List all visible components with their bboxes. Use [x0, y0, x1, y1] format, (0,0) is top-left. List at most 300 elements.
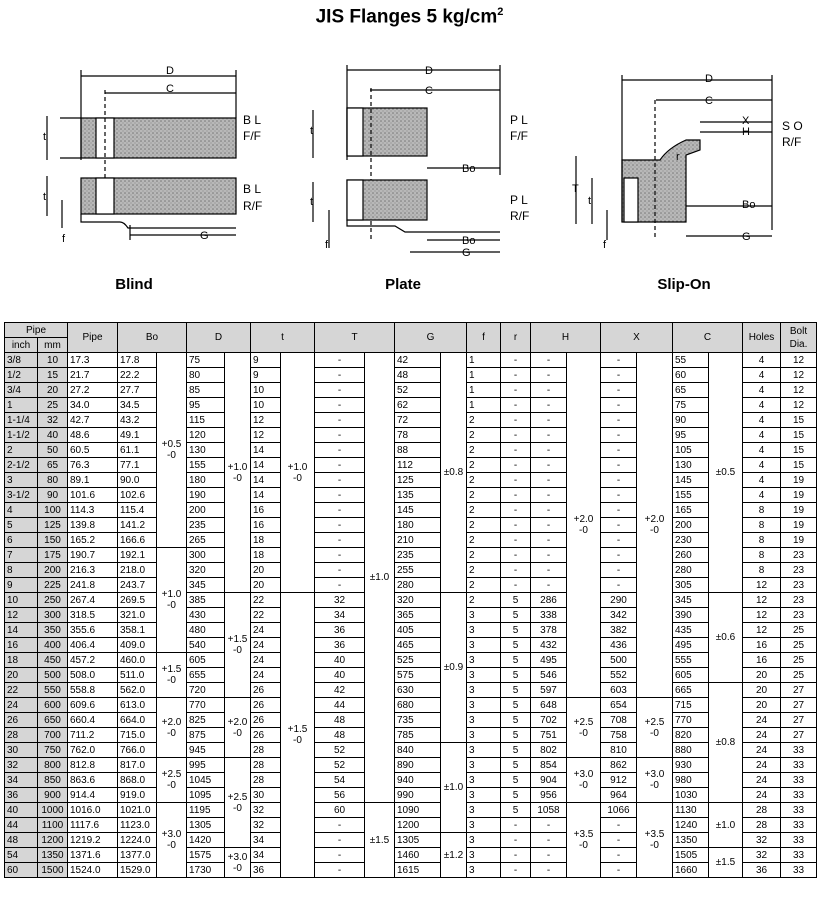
- cell-h: 338: [531, 608, 567, 623]
- cell-tt: 52: [315, 743, 365, 758]
- cell-bolt-dia: 33: [781, 758, 817, 773]
- cell-holes: 12: [743, 623, 781, 638]
- table-row: [5, 473, 817, 488]
- blind-ff-drawing: [47, 70, 236, 180]
- cell-bolt-dia: 12: [781, 398, 817, 413]
- table-row: [5, 713, 817, 728]
- cell-mm: 750: [38, 743, 68, 758]
- cell-tt: -: [315, 563, 365, 578]
- cell-pipe-od: 1117.6: [68, 818, 118, 833]
- cell-x: 552: [601, 668, 637, 683]
- table-row: [5, 608, 817, 623]
- cell-r: -: [501, 518, 531, 533]
- tolerance-c: ±1.0: [709, 803, 743, 848]
- cell-mm: 15: [38, 368, 68, 383]
- header-mm: mm: [38, 338, 68, 353]
- cell-pipe-od: 355.6: [68, 623, 118, 638]
- cell-bo: 1123.0: [118, 818, 157, 833]
- blind-g-label: G: [200, 230, 209, 242]
- cell-f: 3: [467, 713, 501, 728]
- cell-r: 5: [501, 683, 531, 698]
- cell-h: -: [531, 368, 567, 383]
- cell-tt: 34: [315, 608, 365, 623]
- cell-t: 22: [251, 593, 281, 608]
- cell-h: -: [531, 503, 567, 518]
- cell-h: 956: [531, 788, 567, 803]
- cell-holes: 8: [743, 563, 781, 578]
- cell-f: 1: [467, 368, 501, 383]
- cell-h: -: [531, 443, 567, 458]
- header-row-1: [5, 323, 817, 338]
- cell-pipe-od: 558.8: [68, 683, 118, 698]
- cell-x: -: [601, 428, 637, 443]
- cell-g: 135: [395, 488, 441, 503]
- cell-tt: 44: [315, 698, 365, 713]
- cell-pipe-od: 139.8: [68, 518, 118, 533]
- cell-pipe-od: 318.5: [68, 608, 118, 623]
- cell-h: 802: [531, 743, 567, 758]
- cell-f: 3: [467, 638, 501, 653]
- tolerance-bo: +3.0 -0: [157, 803, 187, 878]
- cell-mm: 175: [38, 548, 68, 563]
- cell-mm: 25: [38, 398, 68, 413]
- cell-pipe-od: 812.8: [68, 758, 118, 773]
- cell-bolt-dia: 23: [781, 563, 817, 578]
- cell-mm: 32: [38, 413, 68, 428]
- cell-r: 5: [501, 758, 531, 773]
- tolerance-x: +2.5 -0: [637, 698, 673, 758]
- cell-x: 654: [601, 698, 637, 713]
- cell-r: -: [501, 503, 531, 518]
- cell-d: 265: [187, 533, 225, 548]
- flange-drawings: [0, 0, 819, 300]
- cell-r: -: [501, 398, 531, 413]
- plate-rf-label: R/F: [510, 209, 530, 223]
- cell-f: 3: [467, 623, 501, 638]
- cell-mm: 400: [38, 638, 68, 653]
- cell-d: 1095: [187, 788, 225, 803]
- cell-t: 28: [251, 758, 281, 773]
- cell-x: 342: [601, 608, 637, 623]
- cell-tt: 54: [315, 773, 365, 788]
- cell-inch: 12: [5, 608, 38, 623]
- cell-bolt-dia: 19: [781, 488, 817, 503]
- cell-bo: 115.4: [118, 503, 157, 518]
- cell-d: 1730: [187, 863, 225, 878]
- tolerance-x: +3.0 -0: [637, 758, 673, 803]
- tolerance-d: +2.5 -0: [225, 758, 251, 848]
- cell-bo: 919.0: [118, 788, 157, 803]
- cell-h: 751: [531, 728, 567, 743]
- cell-x: -: [601, 518, 637, 533]
- cell-f: 1: [467, 353, 501, 368]
- header-bolt-line1: Bolt: [789, 325, 808, 337]
- cell-h: -: [531, 818, 567, 833]
- cell-bo: 511.0: [118, 668, 157, 683]
- cell-mm: 225: [38, 578, 68, 593]
- cell-t: 32: [251, 818, 281, 833]
- cell-bo: 61.1: [118, 443, 157, 458]
- cell-bolt-dia: 19: [781, 533, 817, 548]
- cell-g: 255: [395, 563, 441, 578]
- cell-d: 995: [187, 758, 225, 773]
- cell-d: 825: [187, 713, 225, 728]
- cell-x: -: [601, 848, 637, 863]
- slipon-g-label: G: [742, 231, 751, 243]
- cell-holes: 36: [743, 863, 781, 878]
- cell-r: -: [501, 473, 531, 488]
- cell-x: 708: [601, 713, 637, 728]
- cell-f: 3: [467, 818, 501, 833]
- cell-r: -: [501, 848, 531, 863]
- cell-mm: 900: [38, 788, 68, 803]
- table-row: [5, 413, 817, 428]
- tolerance-bo: +1.5 -0: [157, 653, 187, 698]
- tolerance-g: ±0.8: [441, 353, 467, 593]
- cell-r: -: [501, 488, 531, 503]
- cell-bolt-dia: 12: [781, 368, 817, 383]
- cell-x: -: [601, 488, 637, 503]
- cell-bolt-dia: 33: [781, 803, 817, 818]
- caption-slipon: Slip-On: [657, 276, 711, 293]
- cell-inch: 3/4: [5, 383, 38, 398]
- cell-t: 32: [251, 803, 281, 818]
- tolerance-c: ±0.8: [709, 683, 743, 803]
- cell-t: 26: [251, 698, 281, 713]
- cell-bo: 766.0: [118, 743, 157, 758]
- cell-t: 36: [251, 863, 281, 878]
- cell-d: 655: [187, 668, 225, 683]
- cell-holes: 4: [743, 428, 781, 443]
- cell-pipe-od: 76.3: [68, 458, 118, 473]
- cell-r: -: [501, 548, 531, 563]
- header-r: r: [501, 323, 531, 353]
- cell-pipe-od: 27.2: [68, 383, 118, 398]
- cell-x: -: [601, 533, 637, 548]
- cell-h: 378: [531, 623, 567, 638]
- cell-x: -: [601, 383, 637, 398]
- plate-pl-label: P L: [510, 113, 528, 127]
- tolerance-c: ±0.6: [709, 593, 743, 683]
- cell-mm: 650: [38, 713, 68, 728]
- tolerance-d: +3.0 -0: [225, 848, 251, 878]
- cell-g: 1090: [395, 803, 441, 818]
- table-row: [5, 728, 817, 743]
- cell-t: 12: [251, 428, 281, 443]
- cell-r: -: [501, 578, 531, 593]
- cell-g: 630: [395, 683, 441, 698]
- cell-bolt-dia: 27: [781, 698, 817, 713]
- cell-r: -: [501, 368, 531, 383]
- cell-r: -: [501, 818, 531, 833]
- cell-d: 1420: [187, 833, 225, 848]
- cell-bolt-dia: 15: [781, 458, 817, 473]
- cell-bolt-dia: 27: [781, 713, 817, 728]
- cell-mm: 500: [38, 668, 68, 683]
- cell-tt: -: [315, 518, 365, 533]
- cell-bolt-dia: 25: [781, 638, 817, 653]
- cell-tt: -: [315, 488, 365, 503]
- cell-inch: 18: [5, 653, 38, 668]
- cell-bo: 34.5: [118, 398, 157, 413]
- cell-inch: 20: [5, 668, 38, 683]
- cell-d: 1575: [187, 848, 225, 863]
- cell-x: -: [601, 398, 637, 413]
- tolerance-g: ±1.0: [441, 743, 467, 833]
- cell-r: 5: [501, 608, 531, 623]
- table-row: [5, 503, 817, 518]
- cell-inch: 30: [5, 743, 38, 758]
- cell-inch: 48: [5, 833, 38, 848]
- cell-bo: 664.0: [118, 713, 157, 728]
- cell-f: 2: [467, 518, 501, 533]
- cell-g: 88: [395, 443, 441, 458]
- cell-c: 1130: [673, 803, 709, 818]
- cell-g: 990: [395, 788, 441, 803]
- cell-h: 702: [531, 713, 567, 728]
- cell-bo: 1021.0: [118, 803, 157, 818]
- cell-x: 603: [601, 683, 637, 698]
- header-f: f: [467, 323, 501, 353]
- cell-pipe-od: 508.0: [68, 668, 118, 683]
- cell-c: 90: [673, 413, 709, 428]
- cell-bo: 243.7: [118, 578, 157, 593]
- cell-d: 155: [187, 458, 225, 473]
- cell-x: -: [601, 863, 637, 878]
- cell-bolt-dia: 27: [781, 683, 817, 698]
- cell-mm: 20: [38, 383, 68, 398]
- cell-mm: 550: [38, 683, 68, 698]
- cell-c: 1660: [673, 863, 709, 878]
- cell-h: -: [531, 383, 567, 398]
- blind-bl2-label: B L: [243, 182, 262, 196]
- cell-r: 5: [501, 803, 531, 818]
- cell-t: 26: [251, 683, 281, 698]
- cell-f: 2: [467, 503, 501, 518]
- cell-c: 1030: [673, 788, 709, 803]
- cell-pipe-od: 406.4: [68, 638, 118, 653]
- cell-bolt-dia: 15: [781, 443, 817, 458]
- cell-bo: 409.0: [118, 638, 157, 653]
- cell-t: 10: [251, 383, 281, 398]
- cell-x: 964: [601, 788, 637, 803]
- cell-pipe-od: 863.6: [68, 773, 118, 788]
- cell-mm: 80: [38, 473, 68, 488]
- tolerance-x: +2.0 -0: [637, 353, 673, 698]
- cell-h: 432: [531, 638, 567, 653]
- cell-h: 1058: [531, 803, 567, 818]
- plate-ff-label: F/F: [510, 129, 528, 143]
- cell-bolt-dia: 23: [781, 608, 817, 623]
- cell-bo: 49.1: [118, 428, 157, 443]
- cell-f: 3: [467, 773, 501, 788]
- cell-mm: 700: [38, 728, 68, 743]
- cell-mm: 1100: [38, 818, 68, 833]
- cell-f: 3: [467, 803, 501, 818]
- cell-x: -: [601, 413, 637, 428]
- cell-g: 1200: [395, 818, 441, 833]
- cell-g: 52: [395, 383, 441, 398]
- cell-c: 1505: [673, 848, 709, 863]
- cell-pipe-od: 42.7: [68, 413, 118, 428]
- cell-h: 546: [531, 668, 567, 683]
- cell-tt: 36: [315, 638, 365, 653]
- cell-g: 280: [395, 578, 441, 593]
- cell-inch: 1/2: [5, 368, 38, 383]
- cell-inch: 34: [5, 773, 38, 788]
- cell-t: 20: [251, 578, 281, 593]
- cell-f: 2: [467, 563, 501, 578]
- cell-bo: 1377.0: [118, 848, 157, 863]
- cell-t: 26: [251, 713, 281, 728]
- cell-h: 597: [531, 683, 567, 698]
- cell-mm: 450: [38, 653, 68, 668]
- cell-h: -: [531, 563, 567, 578]
- cell-mm: 65: [38, 458, 68, 473]
- cell-pipe-od: 165.2: [68, 533, 118, 548]
- cell-g: 1615: [395, 863, 441, 878]
- cell-inch: 1: [5, 398, 38, 413]
- cell-t: 22: [251, 608, 281, 623]
- table-row: [5, 833, 817, 848]
- cell-holes: 28: [743, 803, 781, 818]
- cell-r: -: [501, 443, 531, 458]
- tolerance-t: +1.0 -0: [281, 353, 315, 593]
- cell-mm: 1350: [38, 848, 68, 863]
- tolerance-g: ±1.2: [441, 833, 467, 878]
- cell-tt: -: [315, 398, 365, 413]
- cell-inch: 1-1/4: [5, 413, 38, 428]
- cell-holes: 32: [743, 833, 781, 848]
- tolerance-x: +3.5 -0: [637, 803, 673, 878]
- cell-r: -: [501, 533, 531, 548]
- header-x: X: [601, 323, 673, 353]
- cell-tt: 56: [315, 788, 365, 803]
- tolerance-d: +1.0 -0: [225, 353, 251, 593]
- cell-inch: 6: [5, 533, 38, 548]
- cell-bo: 90.0: [118, 473, 157, 488]
- cell-bolt-dia: 33: [781, 818, 817, 833]
- cell-t: 24: [251, 653, 281, 668]
- slipon-so-label: S O: [782, 119, 803, 133]
- caption-blind: Blind: [115, 276, 153, 293]
- cell-d: 235: [187, 518, 225, 533]
- cell-bo: 192.1: [118, 548, 157, 563]
- cell-r: 5: [501, 668, 531, 683]
- slipon-f-label: f: [603, 239, 607, 251]
- cell-g: 840: [395, 743, 441, 758]
- cell-bolt-dia: 33: [781, 773, 817, 788]
- cell-pipe-od: 190.7: [68, 548, 118, 563]
- table-row: [5, 653, 817, 668]
- cell-d: 95: [187, 398, 225, 413]
- table-row: [5, 563, 817, 578]
- cell-tt: -: [315, 353, 365, 368]
- tolerance-c: ±1.5: [709, 848, 743, 878]
- cell-inch: 3/8: [5, 353, 38, 368]
- cell-d: 115: [187, 413, 225, 428]
- cell-r: -: [501, 428, 531, 443]
- cell-g: 145: [395, 503, 441, 518]
- slipon-x-label: X: [742, 115, 750, 127]
- cell-c: 1240: [673, 818, 709, 833]
- cell-holes: 8: [743, 548, 781, 563]
- cell-t: 9: [251, 368, 281, 383]
- table-row: [5, 458, 817, 473]
- cell-g: 735: [395, 713, 441, 728]
- header-bo: Bo: [118, 323, 187, 353]
- table-row: [5, 368, 817, 383]
- cell-x: -: [601, 368, 637, 383]
- cell-x: 382: [601, 623, 637, 638]
- cell-tt: 40: [315, 668, 365, 683]
- cell-d: 300: [187, 548, 225, 563]
- table-row: [5, 593, 817, 608]
- cell-holes: 24: [743, 773, 781, 788]
- cell-f: 1: [467, 383, 501, 398]
- cell-f: 2: [467, 578, 501, 593]
- tolerance-h: +2.0 -0: [567, 353, 601, 698]
- cell-g: 1305: [395, 833, 441, 848]
- cell-c: 390: [673, 608, 709, 623]
- cell-x: 436: [601, 638, 637, 653]
- table-row: [5, 383, 817, 398]
- slipon-t-label: t: [588, 195, 592, 207]
- cell-bolt-dia: 33: [781, 863, 817, 878]
- cell-holes: 4: [743, 383, 781, 398]
- title-superscript: 2: [497, 6, 504, 18]
- cell-mm: 300: [38, 608, 68, 623]
- cell-inch: 24: [5, 698, 38, 713]
- cell-bo: 77.1: [118, 458, 157, 473]
- cell-mm: 150: [38, 533, 68, 548]
- cell-c: 55: [673, 353, 709, 368]
- cell-pipe-od: 457.2: [68, 653, 118, 668]
- cell-r: 5: [501, 788, 531, 803]
- cell-f: 3: [467, 743, 501, 758]
- cell-tt: -: [315, 833, 365, 848]
- cell-inch: 8: [5, 563, 38, 578]
- table-row: [5, 863, 817, 878]
- cell-d: 720: [187, 683, 225, 698]
- cell-f: 2: [467, 548, 501, 563]
- cell-d: 1045: [187, 773, 225, 788]
- cell-t: 24: [251, 668, 281, 683]
- cell-mm: 50: [38, 443, 68, 458]
- cell-r: 5: [501, 623, 531, 638]
- cell-bolt-dia: 12: [781, 383, 817, 398]
- cell-bo: 218.0: [118, 563, 157, 578]
- cell-x: -: [601, 443, 637, 458]
- cell-mm: 1000: [38, 803, 68, 818]
- cell-mm: 1200: [38, 833, 68, 848]
- cell-bo: 17.8: [118, 353, 157, 368]
- cell-d: 430: [187, 608, 225, 623]
- cell-pipe-od: 60.5: [68, 443, 118, 458]
- cell-d: 80: [187, 368, 225, 383]
- table-row: [5, 668, 817, 683]
- cell-inch: 2-1/2: [5, 458, 38, 473]
- cell-t: 26: [251, 728, 281, 743]
- cell-r: 5: [501, 638, 531, 653]
- cell-f: 3: [467, 848, 501, 863]
- cell-g: 125: [395, 473, 441, 488]
- cell-holes: 4: [743, 443, 781, 458]
- cell-inch: 7: [5, 548, 38, 563]
- cell-holes: 4: [743, 458, 781, 473]
- cell-d: 200: [187, 503, 225, 518]
- plate-bo-label: Bo: [462, 163, 476, 175]
